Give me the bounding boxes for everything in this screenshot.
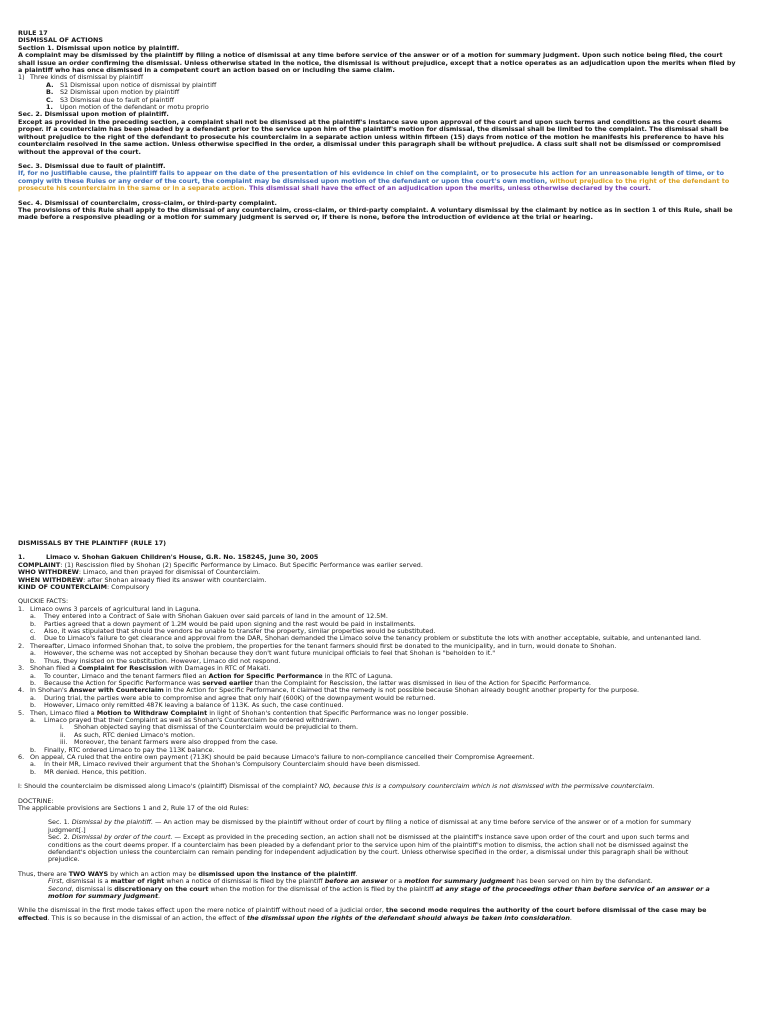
who-text: : Limaco, and then prayed for dismissal of Counterclaim. — [78, 568, 261, 577]
fact-item: 4. In Shohan's Answer with Counterclaim in the Action for Specific Performance, it claimed that the remedy is not possible because Shohan already bought another property for the purpose. — [18, 686, 640, 695]
kind-marker: A. — [46, 80, 54, 89]
rule-subtitle: DISMISSAL OF ACTIONS — [18, 36, 103, 45]
fact-item: 1. Limaco owns 3 parcels of agricultural land in Laguna. — [18, 604, 201, 613]
sec3-orange-text: without prejudice to the right of the defendant to prosecute his counterclaim in the same or in a separate action. — [18, 176, 730, 193]
issue-question: I: Should the counterclaim be dismissed along Limaco's (plaintiff) Dismissal of the complaint? — [18, 782, 320, 791]
fact-subitem: a. During trial, the parties were able to compromise and agree that only half (600K) of the downpayment would be returned. — [30, 693, 436, 702]
sec4-body: The provisions of this Rule shall apply to the dismissal of any counterclaim, cross-claim, or third-party complaint. A voluntary dismissal by the claimant by notice as in section 1 of this Rule, shall be made before a responsive pleading or a motion for summary judgment is served or, if there is none, before the introduction of evidence at the trial or hearing. — [18, 205, 733, 222]
fact-subitem: b. Because the Action for Specific Performance was served earlier than the Complaint for Rescission, the latter was dismissed in lieu of the Action for Specific Performance. — [30, 678, 592, 687]
facts-heading: QUICKIE FACTS: — [18, 597, 69, 606]
sec3-body — [18, 170, 740, 192]
fact-subitem: b. MR denied. Hence, this petition. — [30, 767, 147, 776]
sec3-dismiss-text: the complaint may be dismissed upon motion of the defendant or upon the court's own motion, — [200, 176, 548, 185]
doctrine-intro: The applicable provisions are Sections 1 and 2, Rule 17 of the old Rules: — [18, 804, 249, 812]
complaint-label: COMPLAINT — [18, 560, 61, 569]
complaint-text: : (1) Rescission filed by Shohan (2) Specific Performance by Limaco. But Specific Performance was earlier served. — [60, 560, 423, 569]
fact-subsubitem: i. Shohan objected saying that dismissal of the Counterclaim would be prejudicial to them. — [60, 723, 359, 732]
issue — [18, 783, 740, 790]
fact-item: 6. On appeal, CA ruled that the entire own payment (713K) should be paid because Limaco's failure to non-compliance cancelled their Compromise Agreement. — [18, 752, 535, 761]
when-text: : after Shohan already filed its answer with counterclaim. — [83, 575, 267, 584]
case-digest-section — [18, 540, 740, 922]
quoted-section-1: Sec. 1. Dismissal by the plaintiff. — An action may be dismissed by the plaintiff without order of court by filing a notice of dismissal at any time before service of the answer or of a motion for summary judgment[.] — [48, 818, 692, 834]
closing-paragraph: While the dismissal in the first mode takes effect upon the mere notice of plaintiff without need of a judicial order, the second mode requires the authority of the court before dismissal of the case may be effected. This is so because in the dismissal of an action, the effect of the dismissal upon the rights of the defendant should always be taken into consideration. — [18, 906, 707, 922]
when-label: WHEN WITHDREW — [18, 575, 84, 584]
fact-subitem: a. To counter, Limaco and the tenant farmers filed an Action for Specific Performance in the RTC of Laguna. — [30, 671, 393, 680]
case-title-text: Limaco v. Shohan Gakuen Children's House, G.R. No. 158245, June 30, 2005 — [46, 553, 319, 562]
quoted-section-2: Sec. 2. Dismissal by order of the court. — Except as provided in the preceding section, an action shall not be dismissed at the plaintiff's instance save upon order of the court and upon such terms and conditions as the court deems proper. If a counterclaim has been pleaded by a defendant prior to the service upon him of the plaintiff's motion to dismiss, the action shall not be dismissed against the defendant's objection unless the counterclaim can remain pending for independent adjudication by the court. Unless otherwise specified in the order, a dismissal under this paragraph shall be without prejudice. — [48, 833, 690, 864]
second-way: Second, dismissal is discretionary on the court when the motion for the dismissal of the action is filed by the plaintiff at any stage of the proceedings other than before service of an answer or a motion for summary judgment. — [48, 884, 710, 901]
rule-17-section — [18, 30, 740, 222]
fact-subitem: a. Limaco prayed that their Complaint as well as Shohan's Counterclaim be ordered withdrawn. — [30, 715, 342, 724]
fact-item: 2. Thereafter, Limaco informed Shohan that, to solve the problem, the properties for the tenant farmers should first be donated to the municipality, and in turn, would donate to Shohan. — [18, 641, 617, 650]
two-ways: Thus, there are TWO WAYS by which an action may be dismissed upon the instance of the plaintiff. — [18, 869, 358, 878]
case-heading: DISMISSALS BY THE PLAINTIFF (RULE 17) — [18, 539, 167, 547]
who-label: WHO WITHDREW — [18, 568, 79, 577]
fact-item: 3. Shohan filed a Complaint for Rescission with Damages in RTC of Makati. — [18, 664, 271, 673]
fact-subitem: a. In their MR, Limaco revived their argument that the Shohan's Compulsory Counterclaim should have been dismissed. — [30, 760, 421, 769]
kinds-intro-text: Three kinds of dismissal by plaintiff — [30, 73, 144, 82]
fact-subsubitem: iii. Moreover, the tenant farmers were also dropped from the case. — [60, 738, 278, 747]
kind-marker: B. — [46, 88, 54, 97]
fact-subitem: d. Due to Limaco's failure to get clearance and approval from the DAR, Shohan demanded the Limaco solve the tenancy problem or substitute the lots with another acceptable, suitable, and untenanted land. — [30, 634, 702, 643]
kind-sub-text: Upon motion of the defendant or motu proprio — [60, 103, 209, 112]
fact-subitem: c. Also, it was stipulated that should the vendors be unable to transfer the property, similar properties would be substituted. — [30, 627, 436, 636]
sec3-purple-text: This dismissal shall have the effect of an adjudication upon the merits, unless otherwise declared by the court. — [246, 184, 651, 193]
rule-title: RULE 17 — [18, 29, 48, 37]
sec1-heading: Section 1. Dismissal upon notice by plaintiff. — [18, 43, 180, 52]
sec3-heading: Sec. 3. Dismissal due to fault of plaintiff. — [18, 161, 166, 170]
kind-text: : Compulsory — [106, 583, 150, 592]
fact-subsubitem: ii. As such, RTC denied Limaco's motion. — [60, 730, 195, 739]
kind-text: S2 Dismissal upon motion by plaintiff — [60, 88, 180, 97]
sec3-blue-text: If, for no justifiable cause, the plaintiff fails to appear on the date of the presentation of his evidence in chief on the complaint, or to prosecute his action for an unreasonable length of time, or to comply with these Rules or any order of the court, — [18, 169, 724, 185]
doctrine-heading: DOCTRINE: — [18, 796, 54, 805]
sec2-body: Except as provided in the preceding section, a complaint shall not be dismissed at the plaintiff's instance save upon approval of the court and upon such terms and conditions as the court deems proper. If a counterclaim has been pleaded by a defendant prior to the service upon him of the plaintiff's motion for dismissal, the dismissal shall be limited to the complaint. The dismissal shall be without prejudice to the right of the defendant to prosecute his counterclaim in a separate action unless within fifteen (15) days from notice of the motion he manifests his preference to have his counterclaim resolved in the same action. Unless otherwise specified in the order, a dismissal under this paragraph shall be without prejudice. A class suit shall not be dismissed or compromised without the approval of the court. — [18, 117, 729, 156]
fact-subitem: b. Parties agreed that a down payment of 1.2M would be paid upon signing and the rest would be paid in installments. — [30, 619, 416, 628]
fact-subitem: b. Finally, RTC ordered Limaco to pay the 113K balance. — [30, 745, 215, 754]
kind-sub-marker: 1. — [46, 103, 53, 112]
issue-answer: NO, because this is a compulsory counterclaim which is not dismissed with the permissive counterclaim. — [319, 782, 655, 791]
fact-subitem: a. They entered into a Contract of Sale with Shohan Gakuen over said parcels of land in the amount of 12.5M. — [30, 612, 388, 621]
kind-text: S3 Dismissal due to fault of plaintiff — [60, 95, 175, 104]
fact-subitem: a. However, the scheme was not accepted by Shohan because they don't want future municipal officials to feel that Shohan is "beholden to it." — [30, 649, 496, 658]
sec4-heading: Sec. 4. Dismissal of counterclaim, cross-claim, or third-party complaint. — [18, 198, 277, 207]
case-number: 1. — [18, 553, 25, 562]
fact-subitem: b. Thus, they insisted on the substitution. However, Limaco did not respond. — [30, 656, 281, 665]
kinds-intro-number: 1) — [18, 73, 25, 82]
first-way: First, dismissal is a matter of right when a notice of dismissal is filed by the plaintiff before an answer or a motion for summary judgment has been served on him by the defendant. — [48, 877, 653, 886]
kind-text: S1 Dismissal upon notice of dismissal by plaintiff — [60, 80, 217, 89]
sec1-body: A complaint may be dismissed by the plaintiff by filing a notice of dismissal at any time before service of the answer or of a motion for summary judgment. Upon such notice being filed, the court shall issue an order confirming the dismissal. Unless otherwise stated in the notice, the dismissal is without prejudice, except that a notice operates as an adjudication upon the merits when filed by a plaintiff who has once dismissed in a competent court an action based on or including the same claim. — [18, 51, 736, 75]
case-kind — [18, 584, 740, 591]
kind-label: KIND OF COUNTERCLAIM — [18, 583, 107, 592]
fact-item: 5. Then, Limaco filed a Motion to Withdraw Complaint in light of Shohan's contention that Specific Performance was no longer possible. — [18, 708, 469, 717]
sec2-heading: Sec. 2. Dismissal upon motion of plaintiff. — [18, 110, 169, 119]
kind-marker: C. — [46, 95, 54, 104]
fact-subitem: b. However, Limaco only remitted 487K leaving a balance of 113K. As such, the case continued. — [30, 701, 344, 710]
